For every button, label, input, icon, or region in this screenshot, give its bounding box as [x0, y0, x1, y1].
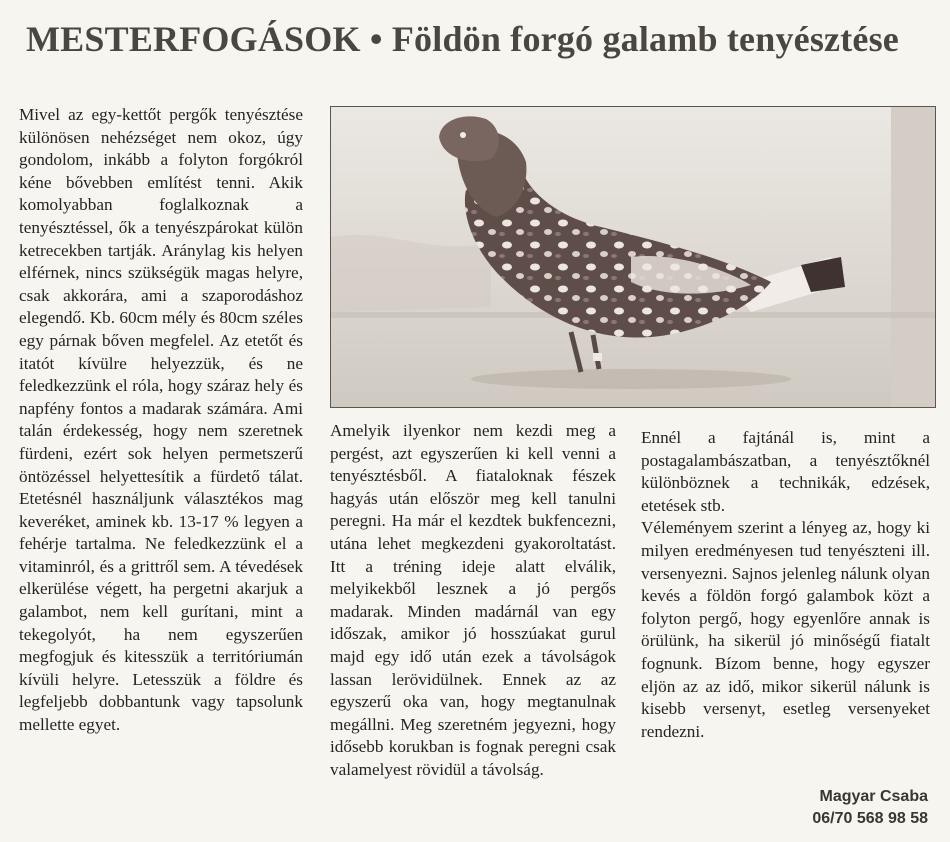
- pigeon-eye: [460, 132, 466, 138]
- article-column-3: [641, 427, 930, 743]
- wall-stain: [331, 235, 491, 312]
- author-phone: 06/70 568 98 58: [812, 810, 928, 827]
- pigeon-leg-ring: [593, 353, 602, 361]
- bird-shadow: [471, 369, 791, 389]
- column-2-text: Amelyik ilyenkor nem kezdi meg a pergést, azt egyszerűen ki kell venni a tenyésztésből. A fiataloknak fészek hagyás után először meg kell tanulni peregni. Ha már el kezdtek bukfencezni, utána lehet megkezdeni gyakoroltatást. Itt a tréning ideje alatt elválik, melyikekből lesznek a jó pergős madarak. Minden madárnál van egy időszak, amikor jó hosszúakat gurul majd egy idő után ezek a távolságok lassan lerövidülnek. Ennek az az egyszerű oka van, hogy megtanulnak megállni. Meg szeretném jegyezni, hogy idősebb korukban is fognak peregni csak valamelyest rövidül a távolság.: [330, 421, 616, 779]
- column-3-paragraph-2: Véleményem szerint a lényeg az, hogy ki milyen eredményesen tud tenyészteni ill. versenyezni. Sajnos jelenleg nálunk olyan kevés a földön forgó galambok közt a folyton pergő, hogy egyenlőre annak is örülünk, ha sikerül jó minőségű fiatalt fognunk. Bízom benne, hogy egyszer eljön az az idő, mikor sikerül nálunk is kisebb versenyt, esetleg versenyeket rendezni.: [641, 518, 930, 741]
- pigeon-illustration: [331, 107, 935, 407]
- column-3-paragraph-1: Ennél a fajtánál is, mint a postagalambászatban, a tenyésztőknél különböznek a technikák, edzések, etetések stb.: [641, 428, 930, 515]
- article-column-2: [330, 420, 616, 782]
- pigeon-photo: [330, 106, 936, 408]
- column-1-text: Mivel az egy-kettőt pergők tenyésztése különösen nehézséget nem okoz, úgy gondolom, inkább a folyton forgókról kéne bővebben említést tenni. Akik komolyabban foglalkoznak a tenyésztéssel, ők a tenyészpárokat külön ketrecekben tartják. Aránylag kis helyen elférnek, nincs szükségük magas helyre, csak akkorára, ami a szaporodáshoz elegendő. Kb. 60cm mély és 80cm széles egy párnak bőven megfelel. Az etetőt és itatót kívülre helyezzük, és ne feledkezzünk el róla, hogy száraz hely és napfény fontos a madarak számára. Ami talán érdekesség, hogy nem szeretnek fürdeni, ezért sok helyen permetszerű öntözéssel helyettesítik a fürdető tálat. Etetésnél használjunk választékos mag keveréket, aminek kb. 13-17 % legyen a fehérje tartalma. Ne feledkezzünk el a vitaminról, és a grittről sem. A tévedések elkerülése végett, ha pergetni akarjuk a galambot, nem kell gurítani, mint a tekegolyót, ha nem egyszerűen megfogjuk és kitesszük a territóriumán kívüli helyre. Letesszük a földre és legfeljebb dobbantunk vagy tapsolunk mellette egyet.: [19, 105, 303, 735]
- pillar: [891, 107, 935, 407]
- author-signature: [812, 786, 928, 830]
- author-name: Magyar Csaba: [819, 788, 928, 805]
- article-column-1: [19, 104, 303, 737]
- article-title: MESTERFOGÁSOK • Földön forgó galamb tenyésztése: [26, 19, 899, 59]
